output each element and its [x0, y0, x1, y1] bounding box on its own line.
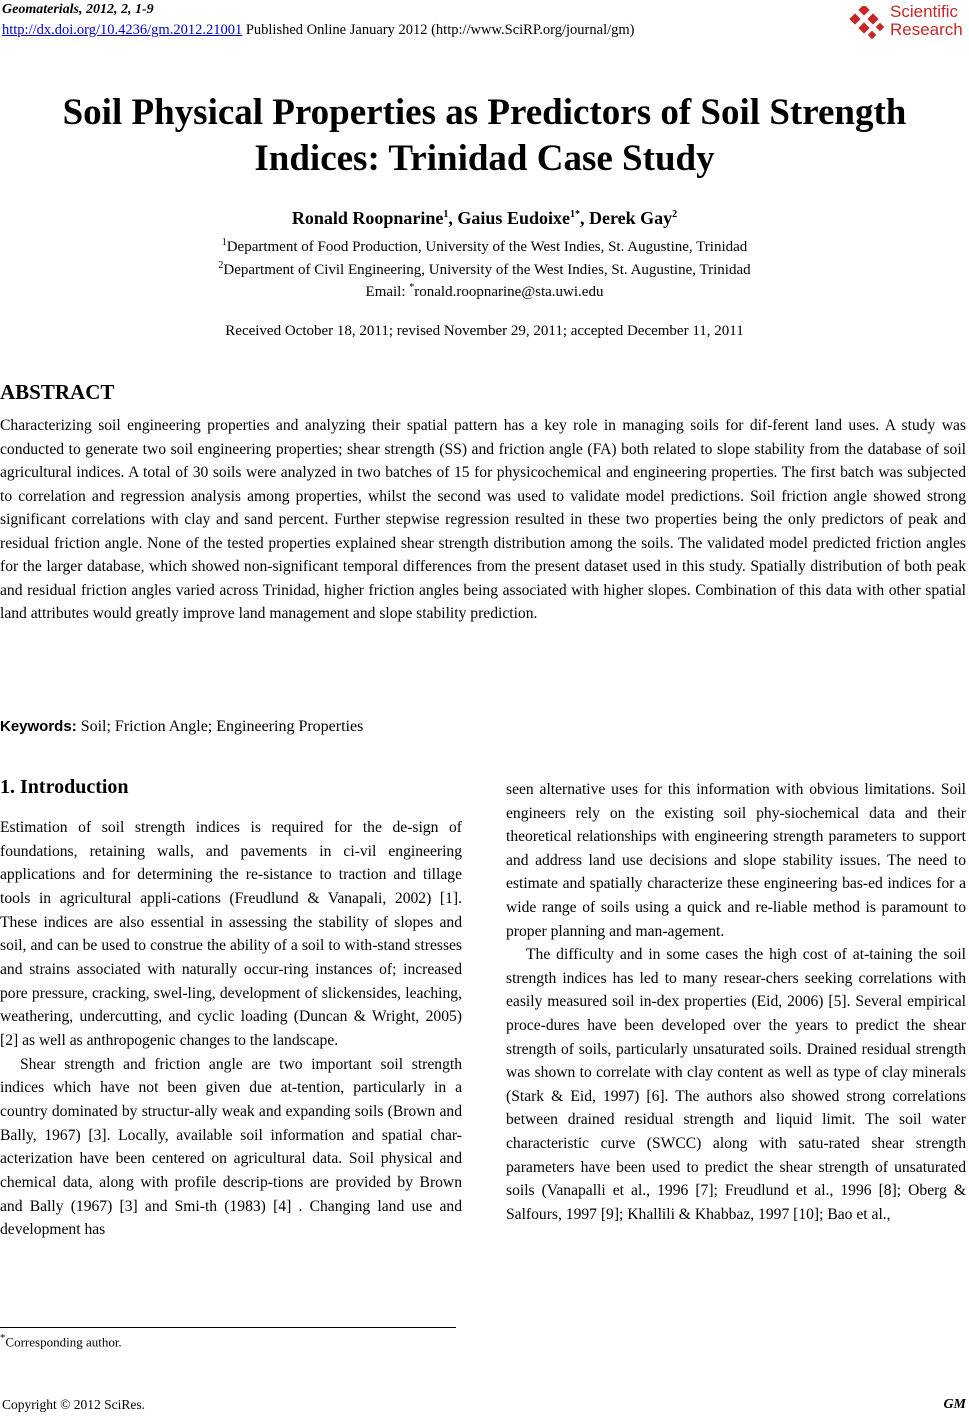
paper-title: Soil Physical Properties as Predictors of Soil Strength Indices: Trinidad Case Study — [62, 92, 907, 179]
footnote-divider — [0, 1327, 456, 1328]
abstract-text: Characterizing soil engineering properties and analyzing their spatial pattern has a key role in managing soils for dif-ferent land uses. A study was conducted to generate two soil engineering properties; shear strength (SS) and friction angle (FA) both related to slope stability from the database of soil agricultural indices. A total of 30 soils were analyzed in two batches of 15 for physicochemical and engineering properties. The first batch was subjected to correlation and regression analysis among properties, whilst the second was used to validate model predictions. Soil friction angle showed strong significant correlations with clay and sand percent. Further stepwise regression resulted in these two properties being the only predictors of peak and residual friction angle. None of the tested properties explained shear strength distribution among the soils. The validated model predicted friction angles for the larger database, which showed non-significant temporal differences from the present dataset used in this study. Spatially distribution of both peak and residual friction angles varied across Trinidad, higher friction angles being associated with higher slopes. Combination of this data with other spatial land attributes would greatly improve land management and slope stability prediction. — [0, 417, 966, 622]
section-heading-introduction: 1. Introduction — [0, 776, 129, 798]
publisher-logo-text: Scientific Research — [890, 2, 963, 39]
published-online: Published Online January 2012 (http://www.SciRP.org/journal/gm) — [242, 22, 635, 38]
paragraph: Shear strength and friction angle are two important soil strength indices which have not been given due at-tention, particularly in a country dominated by structur-ally weak and expanding soils (Brown and Bally, 1967) [3]. Locally, available soil information and spatial char-acterization have been centered on agricultural data. Soil physical and chemical data, along with profile descrip-tions are provided by Brown and Bally (1967) [3] and Smi-th (1983) [4] . Changing land use and development has — [0, 1055, 462, 1239]
author-list: Ronald Roopnarine$^1$, Gaius Eudoixe$^{1*}$, Derek Gay$^2$ — [291, 208, 678, 228]
email-address: ronald.roopnarine@sta.uwi.edu — [414, 284, 604, 300]
left-column — [0, 816, 462, 1242]
journal-abbreviation: GM — [943, 1397, 966, 1412]
doi-link[interactable]: http://dx.doi.org/10.4236/gm.2012.21001 — [2, 22, 243, 38]
email-line: Email: *ronald.roopnarine@sta.uwi.edu — [365, 282, 604, 300]
publisher-logo-icon — [846, 6, 886, 40]
keywords-line — [0, 718, 363, 736]
paragraph: seen alternative uses for this information with obvious limitations. Soil engineers rely on the existing soil phy-siochemical data and their theoretical relationships with engineering strength parameters to support and address land use decisions and slope stability issues. The need to estimate and spatially characterize these engineering bas-ed indices for a wide range of soils using a quick and re-liable method is paramount to proper planning and man-agement. — [506, 781, 966, 940]
publisher-logo — [846, 2, 968, 42]
footnote: *Corresponding author. — [0, 1332, 122, 1350]
paragraph: Estimation of soil strength indices is required for the de-sign of foundations, retaining walls, and pavements in ci-vil engineering applications and for determining the re-sistance to traction and tillage tools in agricultural appli-cations (Freudlund & Vanapali, 2002) [1]. These indices are also essential in assessing the stability of slopes and soil, and can be used to construe the ability of a soil to with-stand stresses and strains associated with naturally occur-ring instances of; increased pore pressure, cracking, swel-ling, development of slickensides, leaching, weathering, undercutting, and cyclic loading (Duncan & Wright, 2005) [2] as well as anthropogenic changes to the landscape. — [0, 819, 462, 1049]
affiliation-2: $^2$Department of Civil Engineering, University of the West Indies, St. Augustine, Trinidad — [218, 260, 751, 278]
keywords-label: Keywords: — [0, 718, 77, 735]
publication-line — [2, 22, 635, 39]
journal-citation: Geomaterials, 2012, 2, 1-9 — [2, 2, 154, 17]
received-dates: Received October 18, 2011; revised November 29, 2011; accepted December 11, 2011 — [225, 323, 744, 339]
keywords-list: Soil; Friction Angle; Engineering Properties — [76, 718, 364, 735]
abstract-heading: ABSTRACT — [0, 380, 115, 404]
copyright: Copyright © 2012 SciRes. — [2, 1397, 146, 1412]
right-column — [506, 778, 966, 1226]
affiliation-1: $^1$Department of Food Production, University of the West Indies, St. Augustine, Trinidad — [221, 237, 748, 255]
paragraph: The difficulty and in some cases the high cost of at-taining the soil strength indices has led to many resear-chers seeking correlations with easily measured soil in-dex properties (Eid, 2006) [5]. Several empirical proce-dures have been developed over the years to predict the shear strength of soils, particularly unsaturated soils. Drained residual strength was shown to correlate with clay content as well as type of clay minerals (Stark & Eid, 1997) [6]. The authors also showed strong correlations between drained residual strength and liquid limit. The soil water characteristic curve (SWCC) along with satu-rated shear strength parameters have been used to predict the shear strength of unsaturated soils (Vanapalli et al., 1996 [7]; Freudlund et al., 1996 [8]; Oberg & Salfours, 1997 [9]; Khallili & Khabbaz, 1997 [10]; Bao et al., — [506, 946, 966, 1223]
